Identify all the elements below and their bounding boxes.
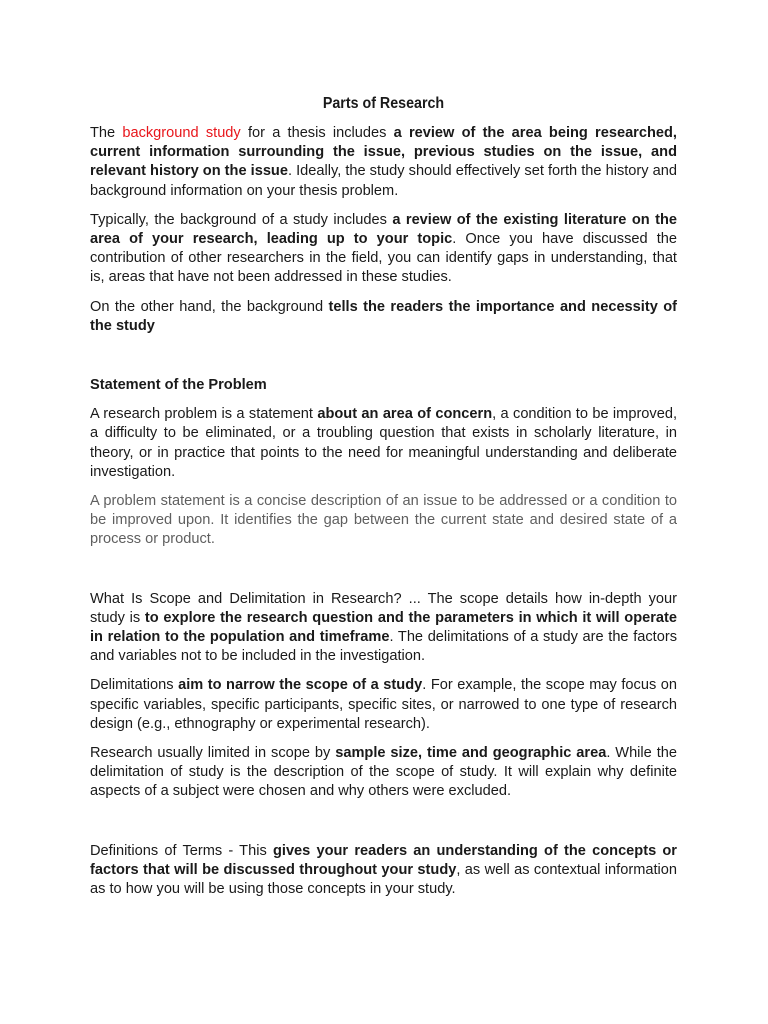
paragraph-delimitations bbox=[90, 676, 677, 734]
text-run: . The delimitations of a study are the factors and variables not to be included in the investigation. bbox=[90, 629, 677, 665]
bold-run: tells the readers the importance and necessity of the study bbox=[90, 298, 678, 334]
text-run: A research problem is a statement bbox=[90, 406, 318, 423]
text-run: Delimitations bbox=[90, 677, 179, 694]
paragraph-definitions bbox=[90, 842, 677, 900]
problem-heading: Statement of the Problem bbox=[90, 377, 267, 394]
paragraph-limitations bbox=[90, 744, 677, 802]
text-run: What Is Scope and Delimitation in Research? ... The scope details how in-depth your study is bbox=[90, 590, 677, 626]
text-run: . Once you have discussed the contribution of other researchers in the field, you can identify gaps in understanding, that is, areas that have not been addressed in these studies. bbox=[90, 231, 677, 286]
spacer bbox=[90, 560, 677, 590]
text-run: . For example, the scope may focus on specific variables, specific participants, specific sites, or narrowed to one type of research design (e.g., ethnography or experimental research). bbox=[90, 677, 678, 732]
paragraph-problem-statement: A problem statement is a concise description of an issue to be addressed or a condition to be improved upon. It identifies the gap between the current state and desired state of a process or product. bbox=[90, 493, 677, 548]
background-study-link[interactable]: background study bbox=[122, 125, 241, 141]
paragraph-background-study bbox=[90, 124, 677, 201]
text-run: The bbox=[90, 125, 123, 141]
bold-run: a review of the existing literature on the area of your research, leading up to your topic bbox=[90, 211, 677, 248]
text-run: On the other hand, the background bbox=[90, 298, 329, 315]
text-run: , as well as contextual information as to how you will be using those concepts in your study. bbox=[90, 861, 678, 898]
bold-run: to explore the research question and the parameters in which it will operate in relation to the population and timeframe bbox=[90, 609, 678, 646]
text-run: Definitions of Terms - This bbox=[90, 842, 273, 859]
bold-run: gives your readers an understanding of the concepts or factors that will be discussed throughout your study bbox=[90, 842, 677, 878]
text-run: . While the delimitation of study is the description of the scope of study. It will explain why definite aspects of a subject were chosen and why others were excluded. bbox=[90, 745, 677, 800]
spacer bbox=[90, 346, 677, 376]
text-run: . Ideally, the study should effectively set forth the history and background information on your thesis problem. bbox=[90, 163, 678, 199]
paragraph-background-typical bbox=[90, 211, 677, 288]
text-run: Research usually limited in scope by bbox=[90, 745, 336, 762]
text-run: Typically, the background of a study includes bbox=[90, 211, 393, 228]
spacer bbox=[90, 812, 677, 842]
text-run: , a condition to be improved, a difficulty to be eliminated, or a troubling question that exists in scholarly literature, in theory, or in practice that points to the need for meaningful understanding and deliberate investigation. bbox=[90, 406, 678, 480]
page-title: Parts of Research bbox=[322, 95, 445, 112]
bold-run: about an area of concern bbox=[317, 406, 493, 423]
bold-run: aim to narrow the scope of a study bbox=[178, 677, 423, 694]
document-body bbox=[90, 94, 677, 909]
text-run: for a thesis includes bbox=[240, 125, 394, 141]
paragraph-research-problem bbox=[90, 405, 677, 482]
paragraph-scope bbox=[90, 590, 677, 667]
bold-run: a review of the area being researched, current information surrounding the issue, previous studies on the issue, and relevant history on the issue bbox=[90, 125, 677, 180]
paragraph-background-importance bbox=[90, 298, 677, 336]
bold-run: sample size, time and geographic area bbox=[335, 745, 607, 762]
